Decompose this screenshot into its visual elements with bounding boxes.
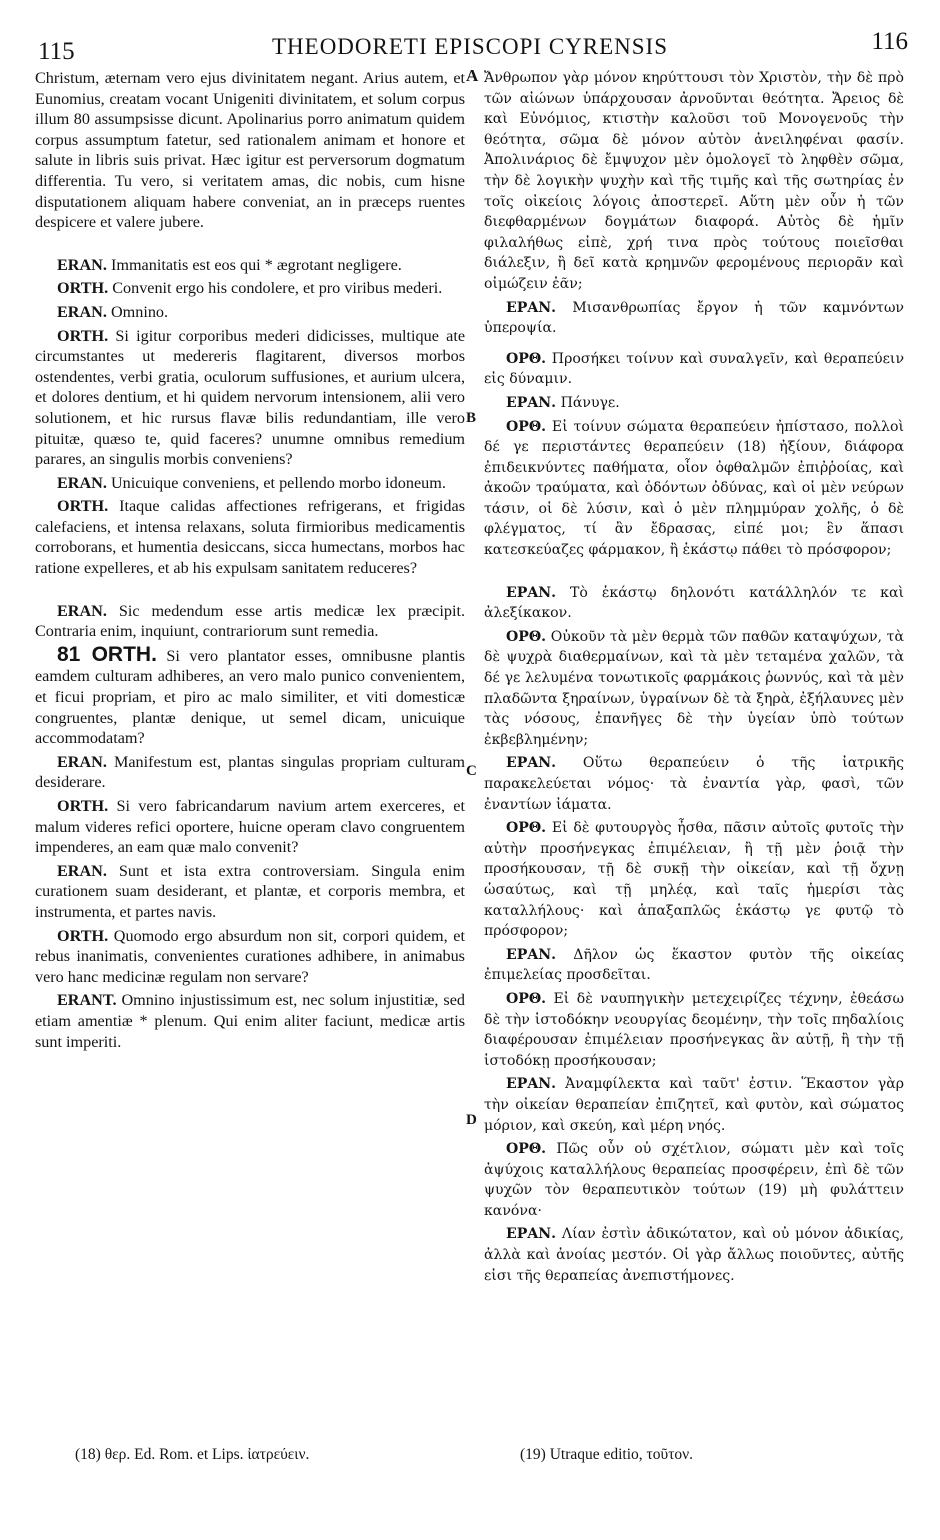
speaker-label: ΕΡΑΝ. <box>506 299 557 316</box>
paragraph-text: Si vero plantator esses, omnibusne plantis eamdem culturam adhiberes, an vero malo punico convenientem, et ficui propriam, et piro ac malo similiter, et viti domesticæ congruentes, plantæ denique, ut semel dicam, unicuique accommodatam? <box>35 646 466 748</box>
greek-paragraph <box>484 989 904 1071</box>
speaker-label: ERAN. <box>57 473 107 492</box>
greek-paragraph <box>484 417 904 561</box>
paragraph-text: Itaque calidas affectiones refrigerans, et frigidas calefaciens, et intensa relaxans, soluta firmioribus medicamentis corroborans, et humentia desiccans, sicca humectans, morbos hac ratione expelleres, et ab his expulsam sanitatem reduceres? <box>35 497 466 578</box>
paragraph-text: Christum, æternam vero ejus divinitatem negant. Arius autem, et Eunomius, creatam vocant Unigeniti divinitatem, et solum corpus illum 80 assumpsisse dicunt. Apolinarius porro animatum quidem corpus assumptum fatetur, sed rationalem animam et honore et salute in libris suis privat. Hæc igitur est perversorum dogmatum differentia. Tu vero, si veritatem amas, dic nobis, cum hisne disputationem aliquam habere conveniat, an in præceps ruentes despicere et valere jubere. <box>35 69 465 232</box>
page-number-right: 116 <box>871 28 908 55</box>
paragraph-text: Οὐκοῦν τὰ μὲν θερμὰ τῶν παθῶν καταψύχων, τὰ δὲ ψυχρὰ διαθερμαίνων, καὶ τὰ μὲν τεταμένα χαλῶν, τὰ δέ γε λελυμένα τονωτικοῖς φαρμάκοις ῥωννύς, καὶ τὰ μὲν πλαδῶντα ξηραίνων, ὑγραίνων δὲ τὰ ξηρὰ, ἐξήλαυνες μὲν τὰς νόσους, ἐπανῆγες δὲ τὴν ὑγείαν ὑπὸ τούτων ἐκβεβλημένην; <box>484 628 904 748</box>
footnote-left: (18) θερ. Ed. Rom. et Lips. ἰατρεύειν. <box>75 1446 310 1463</box>
speaker-label: ERAN. <box>57 752 107 771</box>
paragraph-text: Μισανθρωπίας ἔργον ἡ τῶν καμνόντων ὑπεροψία. <box>484 299 905 337</box>
speaker-label: ΟΡΘ. <box>506 1141 547 1158</box>
latin-paragraph <box>35 926 465 988</box>
paragraph-text: Quomodo ergo absurdum non sit, corpori quidem, et rebus inanimatis, convenientes curationes adhibere, in animabus vero hanc medicinæ regulam non servare? <box>35 926 465 986</box>
speaker-label: ORTH. <box>57 926 109 945</box>
paragraph-text: Si igitur corporibus mederi didicisses, multique ate circumstantes ut medereris flagitarent, diversos morbos ostendentes, verbi gratia, oculorum suffusiones, et aurium ulcera, et dolores dentium, et hi quidem nervorum intensionem, alii vero solutionem, et hic rursus flavæ bilis redundantiam, ille vero pituitæ, quæso te, quid faceres? unumne omnibus remedium parares, an singulis morbis conveniens? <box>35 326 466 469</box>
latin-paragraph <box>35 796 465 858</box>
paragraph-text: Immanitatis est eos qui * ægrotant negligere. <box>110 255 402 274</box>
speaker-label: ΟΡΘ. <box>506 628 547 645</box>
greek-paragraph <box>484 349 904 390</box>
margin-letter-a: A <box>466 66 479 85</box>
paragraph-text: Εἰ τοίνυν σώματα θεραπεύειν ἠπίστασο, πολλοὶ δέ γε περιστάντες θεραπεύειν (18) ἠξίουν, διάφορα ἐπιδεικνύντες παθήματα, οἷον ὀφθαλμῶν ἐπιῤῥοίας, καὶ ἀκοῶν τραύματα, καὶ ὀδόντων ὀδύνας, καὶ οἱ μὲν νεύρων τάσιν, οἱ δὲ λύσιν, καὶ ὁ μὲν πλημμύραν χολῆς, ὁ δὲ φλέγματος, τί ἂν ἔδρασας, εἰπέ μοι; ἓν ἅπασι κατεσκεύαζες φάρμακον, ἢ ἑκάστῳ πάθει τὸ πρόσφορον; <box>484 418 905 559</box>
page-header <box>30 26 910 66</box>
speaker-label: ERAN. <box>57 861 107 880</box>
paragraph-text: Omnino injustissimum est, nec solum injustitiæ, sed etiam amentiæ * plenum. Qui enim aliter faciunt, medicæ artis sunt imperiti. <box>35 991 466 1051</box>
latin-paragraph <box>35 326 465 470</box>
paragraph-text: Τὸ ἑκάστῳ δηλονότι κατάλληλόν τε καὶ ἀλεξίκακον. <box>484 584 904 622</box>
paragraph-text: Ἀναμφίλεκτα καὶ ταῦτ' ἐστιν. Ἕκαστον γὰρ τὴν οἰκείαν θεραπείαν ἐπιζητεῖ, καὶ φυτὸν, καὶ σώματος μόριον, καὶ σκεύη, καὶ μέρη νηός. <box>484 1076 904 1134</box>
margin-letter-b: B <box>466 410 477 426</box>
running-title: THEODORETI EPISCOPI CYRENSIS <box>271 34 669 59</box>
paragraph-text: Sunt et ista extra controversiam. Singula enim curationem suam desiderant, et plantæ, et corporis membra, et instrumenta, et partes navis. <box>35 861 465 921</box>
greek-paragraph <box>484 1139 904 1221</box>
paragraph-text: Εἰ δὲ ναυπηγικὴν μετεχειρίζες τέχνην, ἐθεάσω δὲ τὴν ἱστοδόκην νεουργίας δεομένην, τὴν τοῖς πηδαλίοις διαφέρουσαν ἐπιμέλειαν προσήνεγκας ἂν αὐτῇ, ἢ τὴν τῇ ἱστοδόκῃ προσήκουσαν; <box>484 990 904 1069</box>
speaker-label: ERAN. <box>57 601 107 620</box>
latin-paragraph <box>35 255 465 276</box>
latin-paragraph <box>35 68 465 233</box>
speaker-label: ΟΡΘ. <box>506 820 547 837</box>
latin-paragraph <box>35 752 465 793</box>
speaker-label: ΕΡΑΝ. <box>506 755 557 772</box>
speaker-label: ΕΡΑΝ. <box>506 584 557 601</box>
speaker-label: ΕΡΑΝ. <box>506 1226 557 1243</box>
paragraph-text: Omnino. <box>110 302 169 321</box>
paragraph-text: Si vero fabricandarum navium artem exerceres, et malum videres refici oportere, huicne operam clavo congruentem impenderes, an eam quæ malo convenit? <box>35 797 465 857</box>
paragraph-text: Εἰ δὲ φυτουργὸς ἦσθα, πᾶσιν αὐτοῖς φυτοῖς τὴν αὐτὴν προσήνεγκας ἐπιμέλειαν, ἢ τῇ μὲν ῥοιᾷ τὴν προσήκουσαν, τῇ δὲ συκῇ τὴν οἰκείαν, καὶ τῇ ὄχνῃ ὡσαύτως, καὶ τῇ μηλέᾳ, καὶ ταῖς ἡμερίσι τὰς καταλλήλους· καὶ ἁπαξαπλῶς ἑκάστῳ γε φυτῷ τὸ πρόσφορον; <box>484 820 905 940</box>
page-number-left: 115 <box>38 38 75 65</box>
speaker-label: ΟΡΘ. <box>506 418 547 435</box>
latin-paragraph <box>35 990 465 1052</box>
greek-paragraph <box>484 945 904 986</box>
speaker-label: 81 ORTH. <box>57 642 157 666</box>
speaker-label: ORTH. <box>57 279 109 298</box>
margin-letter-d: D <box>466 1112 477 1128</box>
paragraph-text: Unicuique conveniens, et pellendo morbo idoneum. <box>110 473 446 492</box>
greek-paragraph <box>484 627 904 751</box>
greek-paragraph <box>484 1074 904 1136</box>
greek-paragraph <box>484 1224 904 1286</box>
greek-paragraph <box>484 753 904 815</box>
latin-paragraph <box>35 302 465 323</box>
paragraph-text: Manifestum est, plantas singulas propriam culturam desiderare. <box>35 752 465 792</box>
speaker-label: ΟΡΘ. <box>506 990 547 1007</box>
paragraph-text: Προσήκει τοίνυν καὶ συναλγεῖν, καὶ θεραπεύειν εἰς δύναμιν. <box>484 350 905 388</box>
greek-paragraph <box>484 818 904 942</box>
speaker-label: ERAN. <box>57 255 107 274</box>
latin-paragraph <box>35 473 465 494</box>
paragraph-text: Πάνυγε. <box>560 394 620 411</box>
margin-letter-c: C <box>466 763 477 779</box>
latin-column <box>35 68 465 1055</box>
speaker-label: ORTH. <box>57 497 109 516</box>
speaker-label: ΕΡΑΝ. <box>506 394 557 411</box>
greek-paragraph <box>484 68 904 295</box>
latin-paragraph <box>35 601 465 642</box>
speaker-label: ORTH. <box>57 326 109 345</box>
greek-column <box>484 68 904 1289</box>
paragraph-text: Οὕτω θεραπεύειν ὁ τῆς ἰατρικῆς παρακελεύεται νόμος· τὰ ἐναντία γὰρ, φασὶ, τῶν ἐναντίων ἰάματα. <box>484 755 904 813</box>
speaker-label: ΟΡΘ. <box>506 350 547 367</box>
speaker-label: ORTH. <box>57 797 109 815</box>
paragraph-text: Ἄνθρωπον γὰρ μόνον κηρύττουσι τὸν Χριστὸν, τὴν δὲ πρὸ τῶν αἰώνων ὑπάρχουσαν ἀρνοῦνται θεότητα. Ἄρειος δὲ καὶ Εὐνόμιος, κτιστὴν καλοῦσι τοῦ Μονογενοῦς τὴν θεότητα, σῶμα δὲ μόνον αὐτὸν ἀνειληφέναι φασίν. Ἀπολινάριος δὲ ἔμψυχον μὲν ὁμολογεῖ τὸ ληφθὲν σῶμα, τὴν δὲ λογικὴν ψυχὴν καὶ τῆς τιμῆς καὶ τῆς σωτηρίας ἐν τοῖς οἰκείοις λόγοις ἀποστερεῖ. Αὕτη μὲν οὖν ἡ τῶν διεφθαρμένων δογμάτων διαφορά. Αὐτὸς δὲ ἡμῖν φιλαλήθως εἰπὲ, χρή τινα πρὸς τούτους ποιεῖσθαι διάλεξιν, ἢ δεῖ κατὰ κρημνῶν φερομένους περιορᾶν καὶ οἰμώζειν ἐᾶν; <box>484 70 904 292</box>
speaker-label: ΕΡΑΝ. <box>506 1076 557 1093</box>
latin-paragraph <box>35 496 465 578</box>
paragraph-text: Λίαν ἐστὶν ἀδικώτατον, καὶ οὐ μόνον ἀδικίας, ἀλλὰ καὶ ἀνοίας μεστόν. Οἱ γὰρ ἄλλως ποιοῦντες, αὐτῆς εἰσι τῆς θεραπείας ἀνεπιστήμονες. <box>484 1226 904 1284</box>
greek-paragraph <box>484 393 904 414</box>
paragraph-text: Sic medendum esse artis medicæ lex præcipit. Contraria enim, inquiunt, contrariorum sunt remedia. <box>35 601 465 641</box>
paragraph-text: Convenit ergo his condolere, et pro viribus mederi. <box>112 279 443 298</box>
greek-paragraph <box>484 298 904 339</box>
footnote-right: (19) Utraque editio, τοῦτον. <box>520 1446 694 1463</box>
paragraph-text: Πῶς οὖν οὐ σχέτλιον, σώματι μὲν καὶ τοῖς ἀψύχοις καταλλήλους θεραπείας προσφέρειν, ἐπὶ δὲ τῶν ψυχῶν τὸν θεραπευτικὸν τούτων (19) μὴ φυλάττειν κανόνα· <box>484 1141 904 1219</box>
paragraph-text: Δῆλον ὡς ἕκαστον φυτὸν τῆς οἰκείας ἐπιμελείας προσδεῖται. <box>484 946 904 984</box>
latin-paragraph <box>35 861 465 923</box>
latin-paragraph <box>35 642 466 749</box>
greek-paragraph <box>484 583 904 624</box>
speaker-label: ΕΡΑΝ. <box>506 946 557 963</box>
speaker-label: ERAN. <box>57 302 107 321</box>
speaker-label: ERANT. <box>57 991 117 1010</box>
latin-paragraph <box>35 278 465 299</box>
